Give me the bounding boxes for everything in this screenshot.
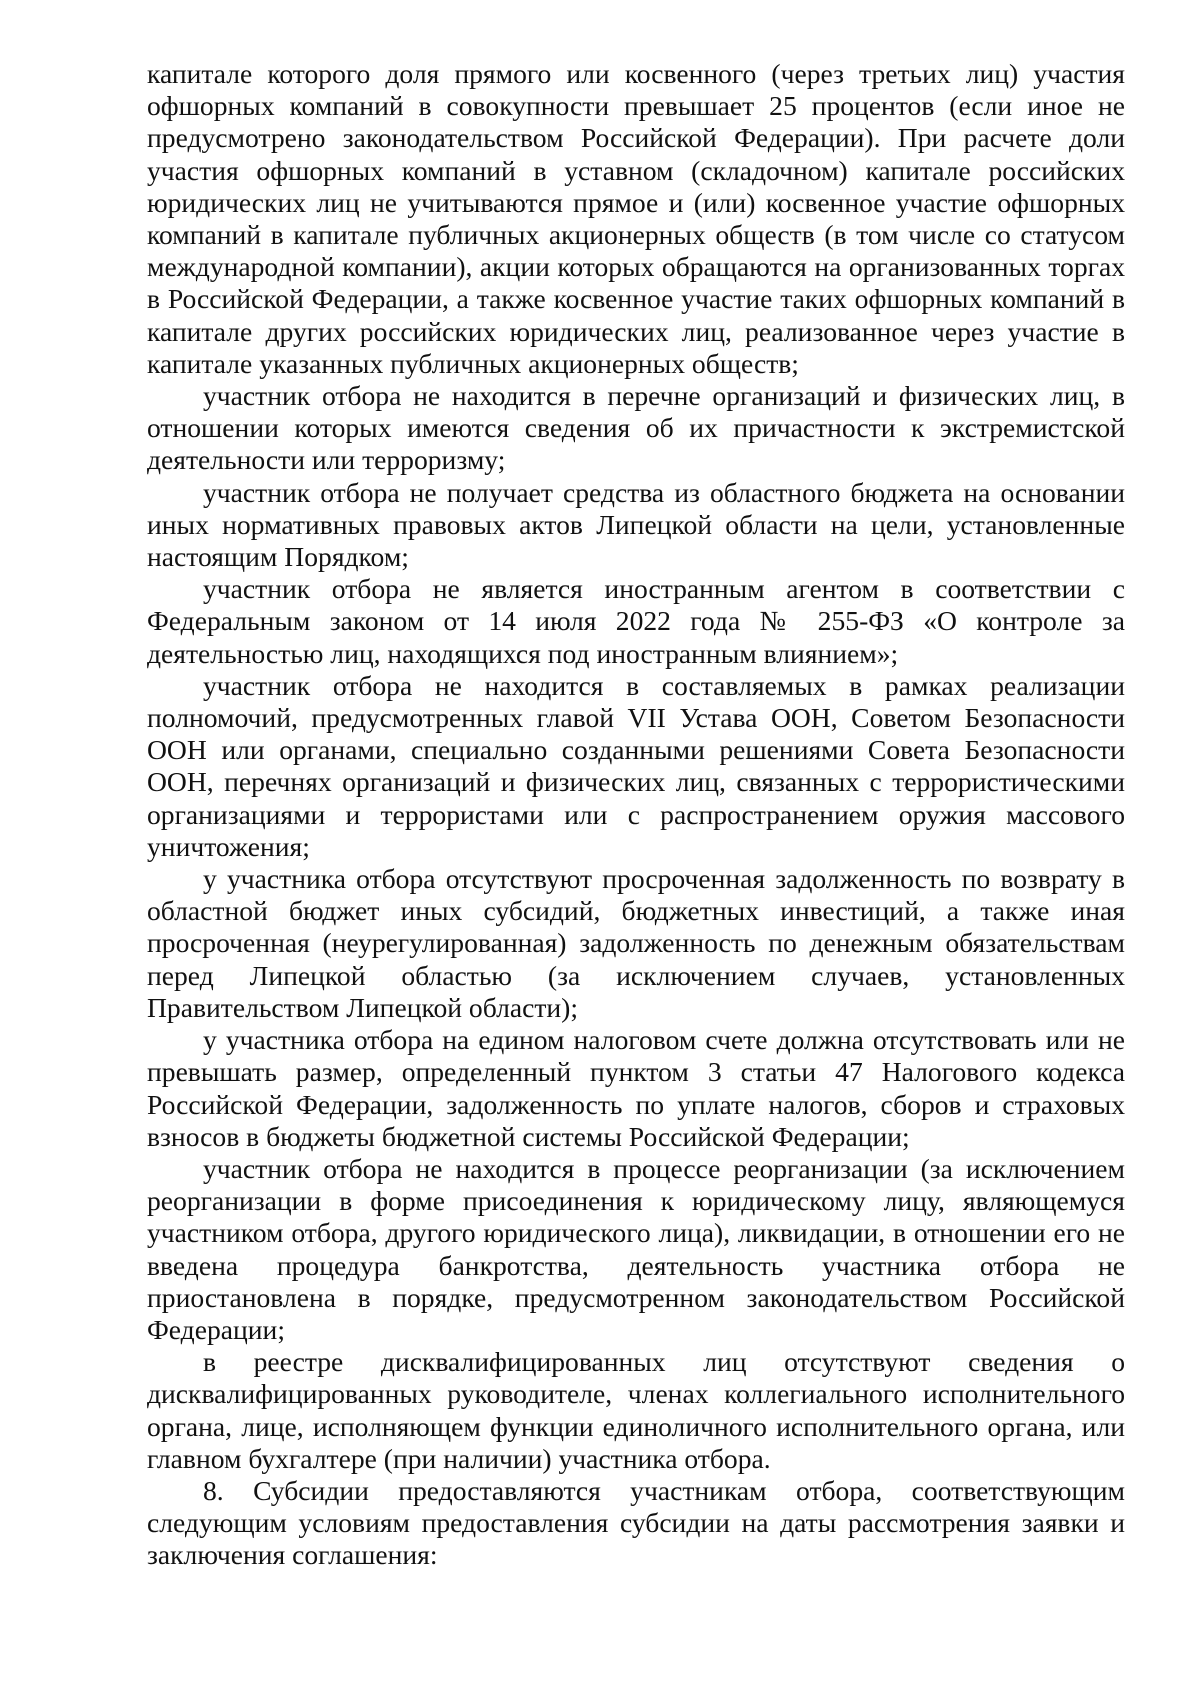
paragraph-tax-account: у участника отбора на едином налоговом счете должна отсутствовать или не превышать размер, определенный пунктом 3 статьи 47 Налогового кодекса Российской Федерации, задолженность по уплате налогов, сборов и страховых взносов в бюджеты бюджетной системы Российской Федерации; bbox=[147, 1024, 1125, 1152]
paragraph-extremism-list: участник отбора не находится в перечне организаций и физических лиц, в отношении которых имеются сведения об их причастности к экстремистской деятельности или терроризму; bbox=[147, 380, 1125, 476]
paragraph-foreign-agent: участник отбора не является иностранным агентом в соответствии с Федеральным законом от 14 июля 2022 года № 255-ФЗ «О контроле за деятельностью лиц, находящихся под иностранным влиянием»; bbox=[147, 573, 1125, 669]
paragraph-overdue-debt: у участника отбора отсутствуют просроченная задолженность по возврату в областной бюджет иных субсидий, бюджетных инвестиций, а также иная просроченная (неурегулированная) задолженность по денежным обязательствам перед Липецкой областью (за исключением случаев, установленных Правительством Липецкой области); bbox=[147, 863, 1125, 1023]
document-page bbox=[147, 58, 1125, 1572]
paragraph-section-8: 8. Субсидии предоставляются участникам отбора, соответствующим следующим условиям предоставления субсидии на даты рассмотрения заявки и заключения соглашения: bbox=[147, 1474, 1125, 1571]
paragraph-un-security-council: участник отбора не находится в составляемых в рамках реализации полномочий, предусмотренных главой VII Устава ООН, Советом Безопасности ООН или органами, специально созданными решениями Совета Безопасности ООН, перечнях организаций и физических лиц, связанных с террористическими организациями и террористами или с распространением оружия массового уничтожения; bbox=[147, 669, 1125, 862]
paragraph-disqualified-persons: в реестре дисквалифицированных лиц отсутствуют сведения о дисквалифицированных руководителе, членах коллегиального исполнительного органа, лице, исполняющем функции единоличного исполнительного органа, или главном бухгалтере (при наличии) участника отбора. bbox=[147, 1346, 1125, 1474]
paragraph-offshore-capital: капитале которого доля прямого или косвенного (через третьих лиц) участия офшорных компаний в совокупности превышает 25 процентов (если иное не предусмотрено законодательством Российской Федерации). При расчете доли участия офшорных компаний в уставном (складочном) капитале российских юридических лиц не учитываются прямое и (или) косвенное участие офшорных компаний в капитале публичных акционерных обществ (в том числе со статусом международной компании), акции которых обращаются на организованных торгах в Российской Федерации, а также косвенное участие таких офшорных компаний в капитале других российских юридических лиц, реализованное через участие в капитале указанных публичных акционерных обществ; bbox=[147, 58, 1125, 379]
paragraph-other-budget-funds: участник отбора не получает средства из областного бюджета на основании иных нормативных правовых актов Липецкой области на цели, установленные настоящим Порядком; bbox=[147, 476, 1125, 573]
paragraph-reorganization: участник отбора не находится в процессе реорганизации (за исключением реорганизации в форме присоединения к юридическому лицу, являющемуся участником отбора, другого юридического лица), ликвидации, в отношении его не введена процедура банкротства, деятельность участника отбора не приостановлена в порядке, предусмотренном законодательством Российской Федерации; bbox=[147, 1152, 1125, 1345]
